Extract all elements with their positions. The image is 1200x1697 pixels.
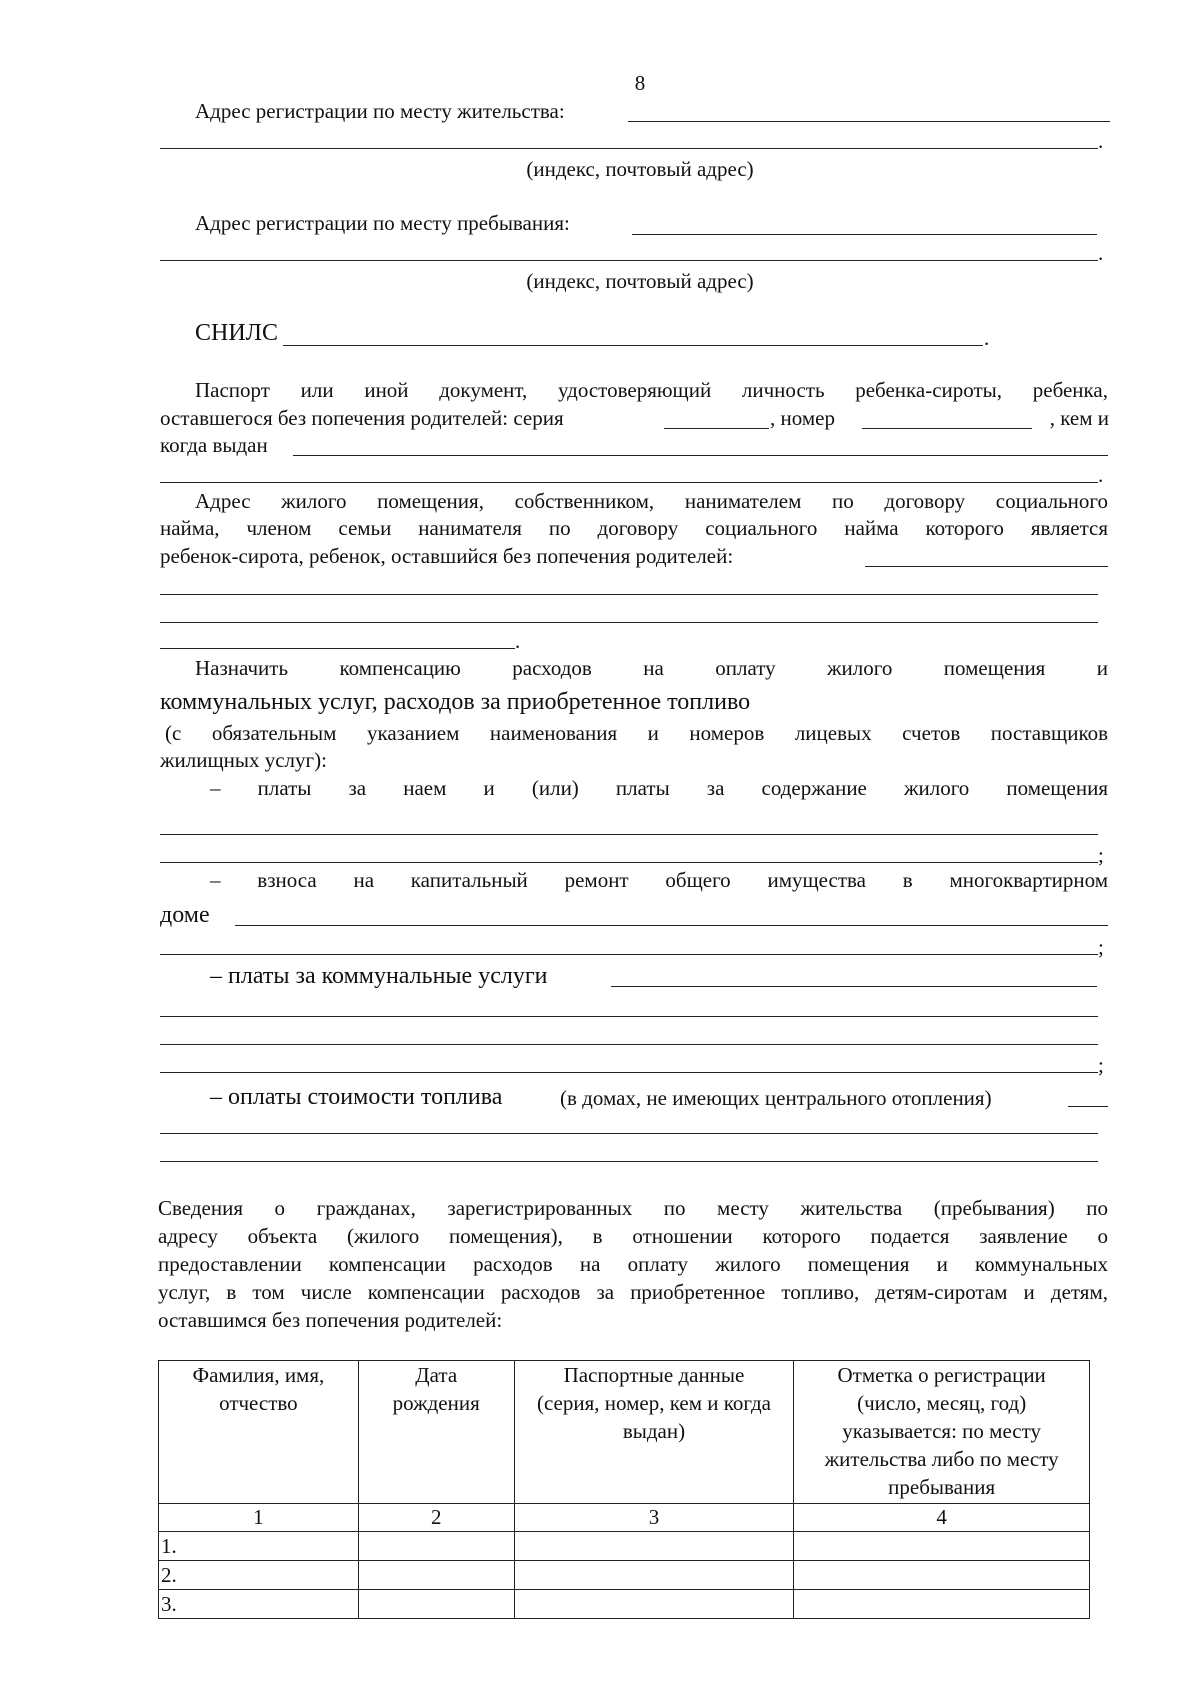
citizens-line-2: адресу объекта (жилого помещения), в отношении которого подается заявление о — [158, 1224, 1108, 1248]
stay-address-hint: (индекс, почтовый адрес) — [526, 269, 754, 293]
assign-note-1: (с обязательным указанием наименования и номеров лицевых счетов поставщиков — [165, 721, 1108, 745]
registration-cell[interactable] — [794, 1590, 1090, 1619]
registration-cell[interactable] — [794, 1561, 1090, 1590]
passport-series-line[interactable] — [664, 428, 769, 429]
header-full-name: Фамилия, имя, отчество — [159, 1361, 359, 1504]
housing-address-line-2[interactable] — [160, 594, 1098, 595]
repair-semicolon: ; — [1098, 935, 1104, 959]
table-row — [159, 1561, 1090, 1590]
passport-cell[interactable] — [514, 1532, 794, 1561]
housing-address-line-1[interactable] — [865, 566, 1108, 567]
item-repair-1: – взноса на капитальный ремонт общего имущества в многоквартирном — [210, 868, 1108, 892]
item-utilities: – платы за коммунальные услуги — [210, 963, 548, 989]
utilities-line-3[interactable] — [160, 1044, 1098, 1045]
snils-label: СНИЛС — [195, 320, 278, 346]
item-fuel-b: (в домах, не имеющих центрального отопления) — [560, 1086, 992, 1110]
item-fuel-a: – оплаты стоимости топлива — [210, 1084, 503, 1110]
citizens-line-1: Сведения о гражданах, зарегистрированных по месту жительства (пребывания) по — [158, 1196, 1108, 1220]
item-rent: – платы за наем и (или) платы за содержание жилого помещения — [210, 776, 1108, 800]
row-number[interactable]: 1. — [159, 1532, 359, 1561]
stay-address-line-1[interactable] — [632, 234, 1097, 235]
passport-number-line[interactable] — [862, 428, 1032, 429]
passport-line-2b: , номер — [770, 406, 835, 430]
fuel-line-1[interactable] — [1068, 1106, 1108, 1107]
header-birth-date: Дата рождения — [358, 1361, 514, 1504]
header-registration-mark: Отметка о регистрации (число, месяц, год) указывается: по месту жительства либо по месту пребывания — [794, 1361, 1090, 1504]
stay-address-label: Адрес регистрации по месту пребывания: — [195, 211, 570, 235]
utilities-line-4[interactable] — [160, 1072, 1098, 1073]
passport-line-2c: , кем и — [1049, 406, 1109, 430]
housing-line-1: Адрес жилого помещения, собственником, нанимателем по договору социального — [195, 489, 1108, 513]
passport-cell[interactable] — [514, 1561, 794, 1590]
row-number[interactable]: 3. — [159, 1590, 359, 1619]
passport-line-1: Паспорт или иной документ, удостоверяющий личность ребенка-сироты, ребенка, — [195, 378, 1108, 402]
column-number: 2 — [358, 1504, 514, 1532]
assign-line-1: Назначить компенсацию расходов на оплату жилого помещения и — [195, 656, 1108, 680]
fuel-line-2[interactable] — [160, 1133, 1098, 1134]
row-number[interactable]: 2. — [159, 1561, 359, 1590]
residence-address-end: . — [1098, 129, 1104, 153]
column-numbers-row — [159, 1504, 1090, 1532]
birth-date-cell[interactable] — [358, 1590, 514, 1619]
repair-line-2[interactable] — [160, 954, 1098, 955]
snils-line[interactable] — [283, 345, 983, 346]
residence-address-line-2[interactable] — [160, 148, 1098, 149]
assign-line-2: коммунальных услуг, расходов за приобретенное топливо — [160, 689, 751, 715]
registered-citizens-table — [158, 1360, 1090, 1619]
residence-address-label: Адрес регистрации по месту жительства: — [195, 99, 565, 123]
column-number: 4 — [794, 1504, 1090, 1532]
table-row — [159, 1532, 1090, 1561]
snils-end: . — [984, 326, 990, 350]
utilities-line-1[interactable] — [611, 986, 1097, 987]
residence-address-line-1[interactable] — [628, 121, 1110, 122]
passport-line-3: когда выдан — [160, 433, 268, 457]
housing-line-2: найма, членом семьи нанимателя по договору социального найма которого является — [160, 516, 1108, 540]
housing-address-line-3[interactable] — [160, 622, 1098, 623]
passport-cell[interactable] — [514, 1590, 794, 1619]
table-row — [159, 1590, 1090, 1619]
birth-date-cell[interactable] — [358, 1532, 514, 1561]
column-number: 3 — [514, 1504, 794, 1532]
utilities-line-2[interactable] — [160, 1016, 1098, 1017]
passport-line-2a: оставшегося без попечения родителей: серия — [160, 406, 564, 430]
registration-cell[interactable] — [794, 1532, 1090, 1561]
column-number: 1 — [159, 1504, 359, 1532]
header-passport-data: Паспортные данные (серия, номер, кем и когда выдан) — [514, 1361, 794, 1504]
repair-line-1[interactable] — [235, 925, 1108, 926]
citizens-line-3: предоставлении компенсации расходов на оплату жилого помещения и коммунальных — [158, 1252, 1108, 1276]
fuel-line-3[interactable] — [160, 1161, 1098, 1162]
residence-address-hint: (индекс, почтовый адрес) — [526, 157, 754, 181]
assign-note-2: жилищных услуг): — [160, 748, 327, 772]
stay-address-line-2[interactable] — [160, 260, 1098, 261]
birth-date-cell[interactable] — [358, 1561, 514, 1590]
item-repair-2: доме — [160, 902, 210, 928]
citizens-line-4: услуг, в том числе компенсации расходов за приобретенное топливо, детям-сиротам и детям, — [158, 1280, 1108, 1304]
citizens-line-5: оставшимся без попечения родителей: — [158, 1308, 503, 1332]
utilities-semicolon: ; — [1098, 1053, 1104, 1077]
stay-address-end: . — [1098, 241, 1104, 265]
rent-line-1[interactable] — [160, 834, 1098, 835]
housing-line-3: ребенок-сирота, ребенок, оставшийся без попечения родителей: — [160, 544, 734, 568]
housing-address-line-4[interactable] — [160, 648, 515, 649]
passport-issued-line-2[interactable] — [160, 482, 1098, 483]
rent-line-2[interactable] — [160, 862, 1098, 863]
page-number: 8 — [634, 71, 646, 95]
rent-semicolon: ; — [1098, 843, 1104, 867]
housing-end: . — [515, 629, 521, 653]
passport-end: . — [1098, 463, 1104, 487]
passport-issued-line-1[interactable] — [293, 455, 1108, 456]
